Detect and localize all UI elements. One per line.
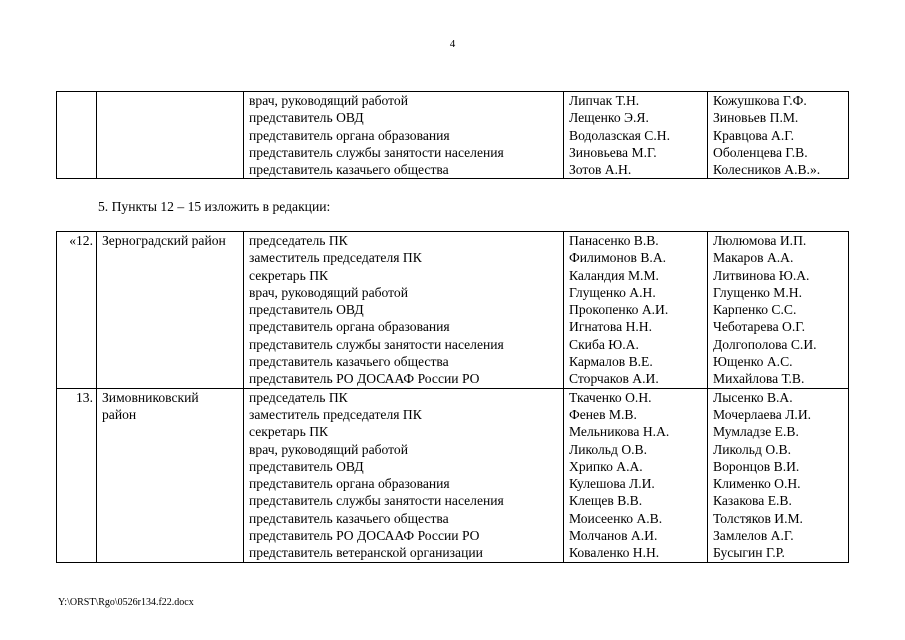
cell-line: Филимонов В.А. xyxy=(569,250,667,266)
cell-line: представитель ОВД xyxy=(249,458,364,474)
cell-line: Кармалов В.Е. xyxy=(569,354,653,370)
cell-line: Ликольд О.В. xyxy=(569,441,648,457)
row-number: 13. xyxy=(57,388,97,562)
cell-line: представитель казачьего общества xyxy=(249,510,449,526)
amendment-instruction: 5. Пункты 12 – 15 изложить в редакции: xyxy=(98,199,331,214)
cell-line: Кравцова А.Г. xyxy=(713,127,794,143)
cell-line: Фенев М.В. xyxy=(569,406,637,422)
cell-line: Клименко О.Н. xyxy=(713,476,801,492)
members-cell xyxy=(564,92,708,179)
cell-line: Моисеенко А.В. xyxy=(569,510,663,526)
cell-line: Зерноградский район xyxy=(102,233,226,248)
members-cell xyxy=(564,232,708,389)
cell-line: представитель казачьего общества xyxy=(249,354,449,370)
cell-line: председатель ПК xyxy=(249,389,348,405)
deputies-cell xyxy=(708,92,849,179)
cell-line: Кожушкова Г.Ф. xyxy=(713,93,807,108)
cell-line: врач, руководящий работой xyxy=(249,441,408,457)
cell-line: Молчанов А.И. xyxy=(569,528,658,544)
cell-line: Коваленко Н.Н. xyxy=(569,545,660,561)
cell-line: Сторчаков А.И. xyxy=(569,371,659,387)
positions-cell xyxy=(244,92,564,179)
district-cell xyxy=(97,388,244,562)
cell-line: Кулешова Л.И. xyxy=(569,476,655,492)
cell-line: Ющенко А.С. xyxy=(713,354,793,370)
cell-line: Ткаченко О.Н. xyxy=(569,389,652,405)
cell-line: представитель ОВД xyxy=(249,110,364,126)
cell-line: район xyxy=(102,406,137,422)
positions-cell xyxy=(244,388,564,562)
document-file-path: Y:\ORST\Rgo\0526r134.f22.docx xyxy=(58,597,194,608)
cell-line: представитель органа образования xyxy=(249,127,450,143)
cell-line: Клещев В.В. xyxy=(569,493,643,509)
cell-line: Глущенко А.Н. xyxy=(569,284,656,300)
cell-line: Липчак Т.Н. xyxy=(569,93,640,108)
cell-line: представитель ветеранской организации xyxy=(249,545,483,561)
cell-line: представитель службы занятости населения xyxy=(249,144,504,160)
cell-line: Зотов А.Н. xyxy=(569,162,632,178)
cell-line: Зиновьев П.М. xyxy=(713,110,799,126)
cell-line: Зимовниковский xyxy=(102,389,199,405)
cell-line: представитель РО ДОСААФ России РО xyxy=(249,371,480,387)
cell-line: Ликольд О.В. xyxy=(713,441,792,457)
cell-line: Воронцов В.И. xyxy=(713,458,800,474)
cell-line: Казакова Е.В. xyxy=(713,493,792,509)
cell-line: Карпенко С.С. xyxy=(713,302,797,318)
cell-line: Замлелов А.Г. xyxy=(713,528,794,544)
page-number: 4 xyxy=(449,38,456,50)
table-row xyxy=(57,232,849,389)
cell-line: Панасенко В.В. xyxy=(569,233,659,248)
cell-line: Люлюмова И.П. xyxy=(713,233,807,248)
cell-line: Мумладзе Е.В. xyxy=(713,424,799,440)
cell-line: Мельникова Н.А. xyxy=(569,424,670,440)
positions-cell xyxy=(244,232,564,389)
cell-line: Хрипко А.А. xyxy=(569,458,643,474)
cell-line: Бусыгин Г.Р. xyxy=(713,545,785,561)
table-row xyxy=(57,92,849,179)
cell-line: представитель казачьего общества xyxy=(249,162,449,178)
cell-line: председатель ПК xyxy=(249,233,348,248)
cell-line: представитель органа образования xyxy=(249,319,450,335)
cell-line: Лещенко Э.Я. xyxy=(569,110,649,126)
commission-table-new xyxy=(56,231,849,563)
cell-line: Чеботарева О.Г. xyxy=(713,319,805,335)
cell-line: представитель ОВД xyxy=(249,302,364,318)
cell-line: представитель службы занятости населения xyxy=(249,336,504,352)
cell-line: Игнатова Н.Н. xyxy=(569,319,653,335)
cell-line: Скиба Ю.А. xyxy=(569,336,639,352)
row-number xyxy=(57,92,97,179)
cell-line: Литвинова Ю.А. xyxy=(713,267,810,283)
cell-line: Толстяков И.М. xyxy=(713,510,803,526)
cell-line: секретарь ПК xyxy=(249,424,329,440)
cell-line: Макаров А.А. xyxy=(713,250,794,266)
cell-line: представитель службы занятости населения xyxy=(249,493,504,509)
district-cell xyxy=(97,232,244,389)
cell-line: врач, руководящий работой xyxy=(249,284,408,300)
cell-line: Водолазская С.Н. xyxy=(569,127,670,143)
cell-line: Зиновьева М.Г. xyxy=(569,144,657,160)
cell-line: представитель РО ДОСААФ России РО xyxy=(249,528,480,544)
deputies-cell xyxy=(708,232,849,389)
deputies-cell xyxy=(708,388,849,562)
cell-line: Михайлова Т.В. xyxy=(713,371,805,387)
cell-line: Каландия М.М. xyxy=(569,267,659,283)
cell-line: Оболенцева Г.В. xyxy=(713,144,808,160)
commission-table-continued xyxy=(56,91,849,179)
cell-line: Прокопенко А.И. xyxy=(569,302,669,318)
cell-line: заместитель председателя ПК xyxy=(249,250,422,266)
cell-line: секретарь ПК xyxy=(249,267,329,283)
cell-line: Долгополова С.И. xyxy=(713,336,817,352)
cell-line: заместитель председателя ПК xyxy=(249,406,422,422)
cell-line: врач, руководящий работой xyxy=(249,93,408,108)
cell-line: представитель органа образования xyxy=(249,476,450,492)
members-cell xyxy=(564,388,708,562)
cell-line: Мочерлаева Л.И. xyxy=(713,406,812,422)
row-number: «12. xyxy=(57,232,97,389)
cell-line: Глущенко М.Н. xyxy=(713,284,803,300)
cell-line: Колесников А.В.». xyxy=(713,162,821,178)
cell-line: Лысенко В.А. xyxy=(713,389,793,405)
table-row xyxy=(57,388,849,562)
district-cell xyxy=(97,92,244,179)
